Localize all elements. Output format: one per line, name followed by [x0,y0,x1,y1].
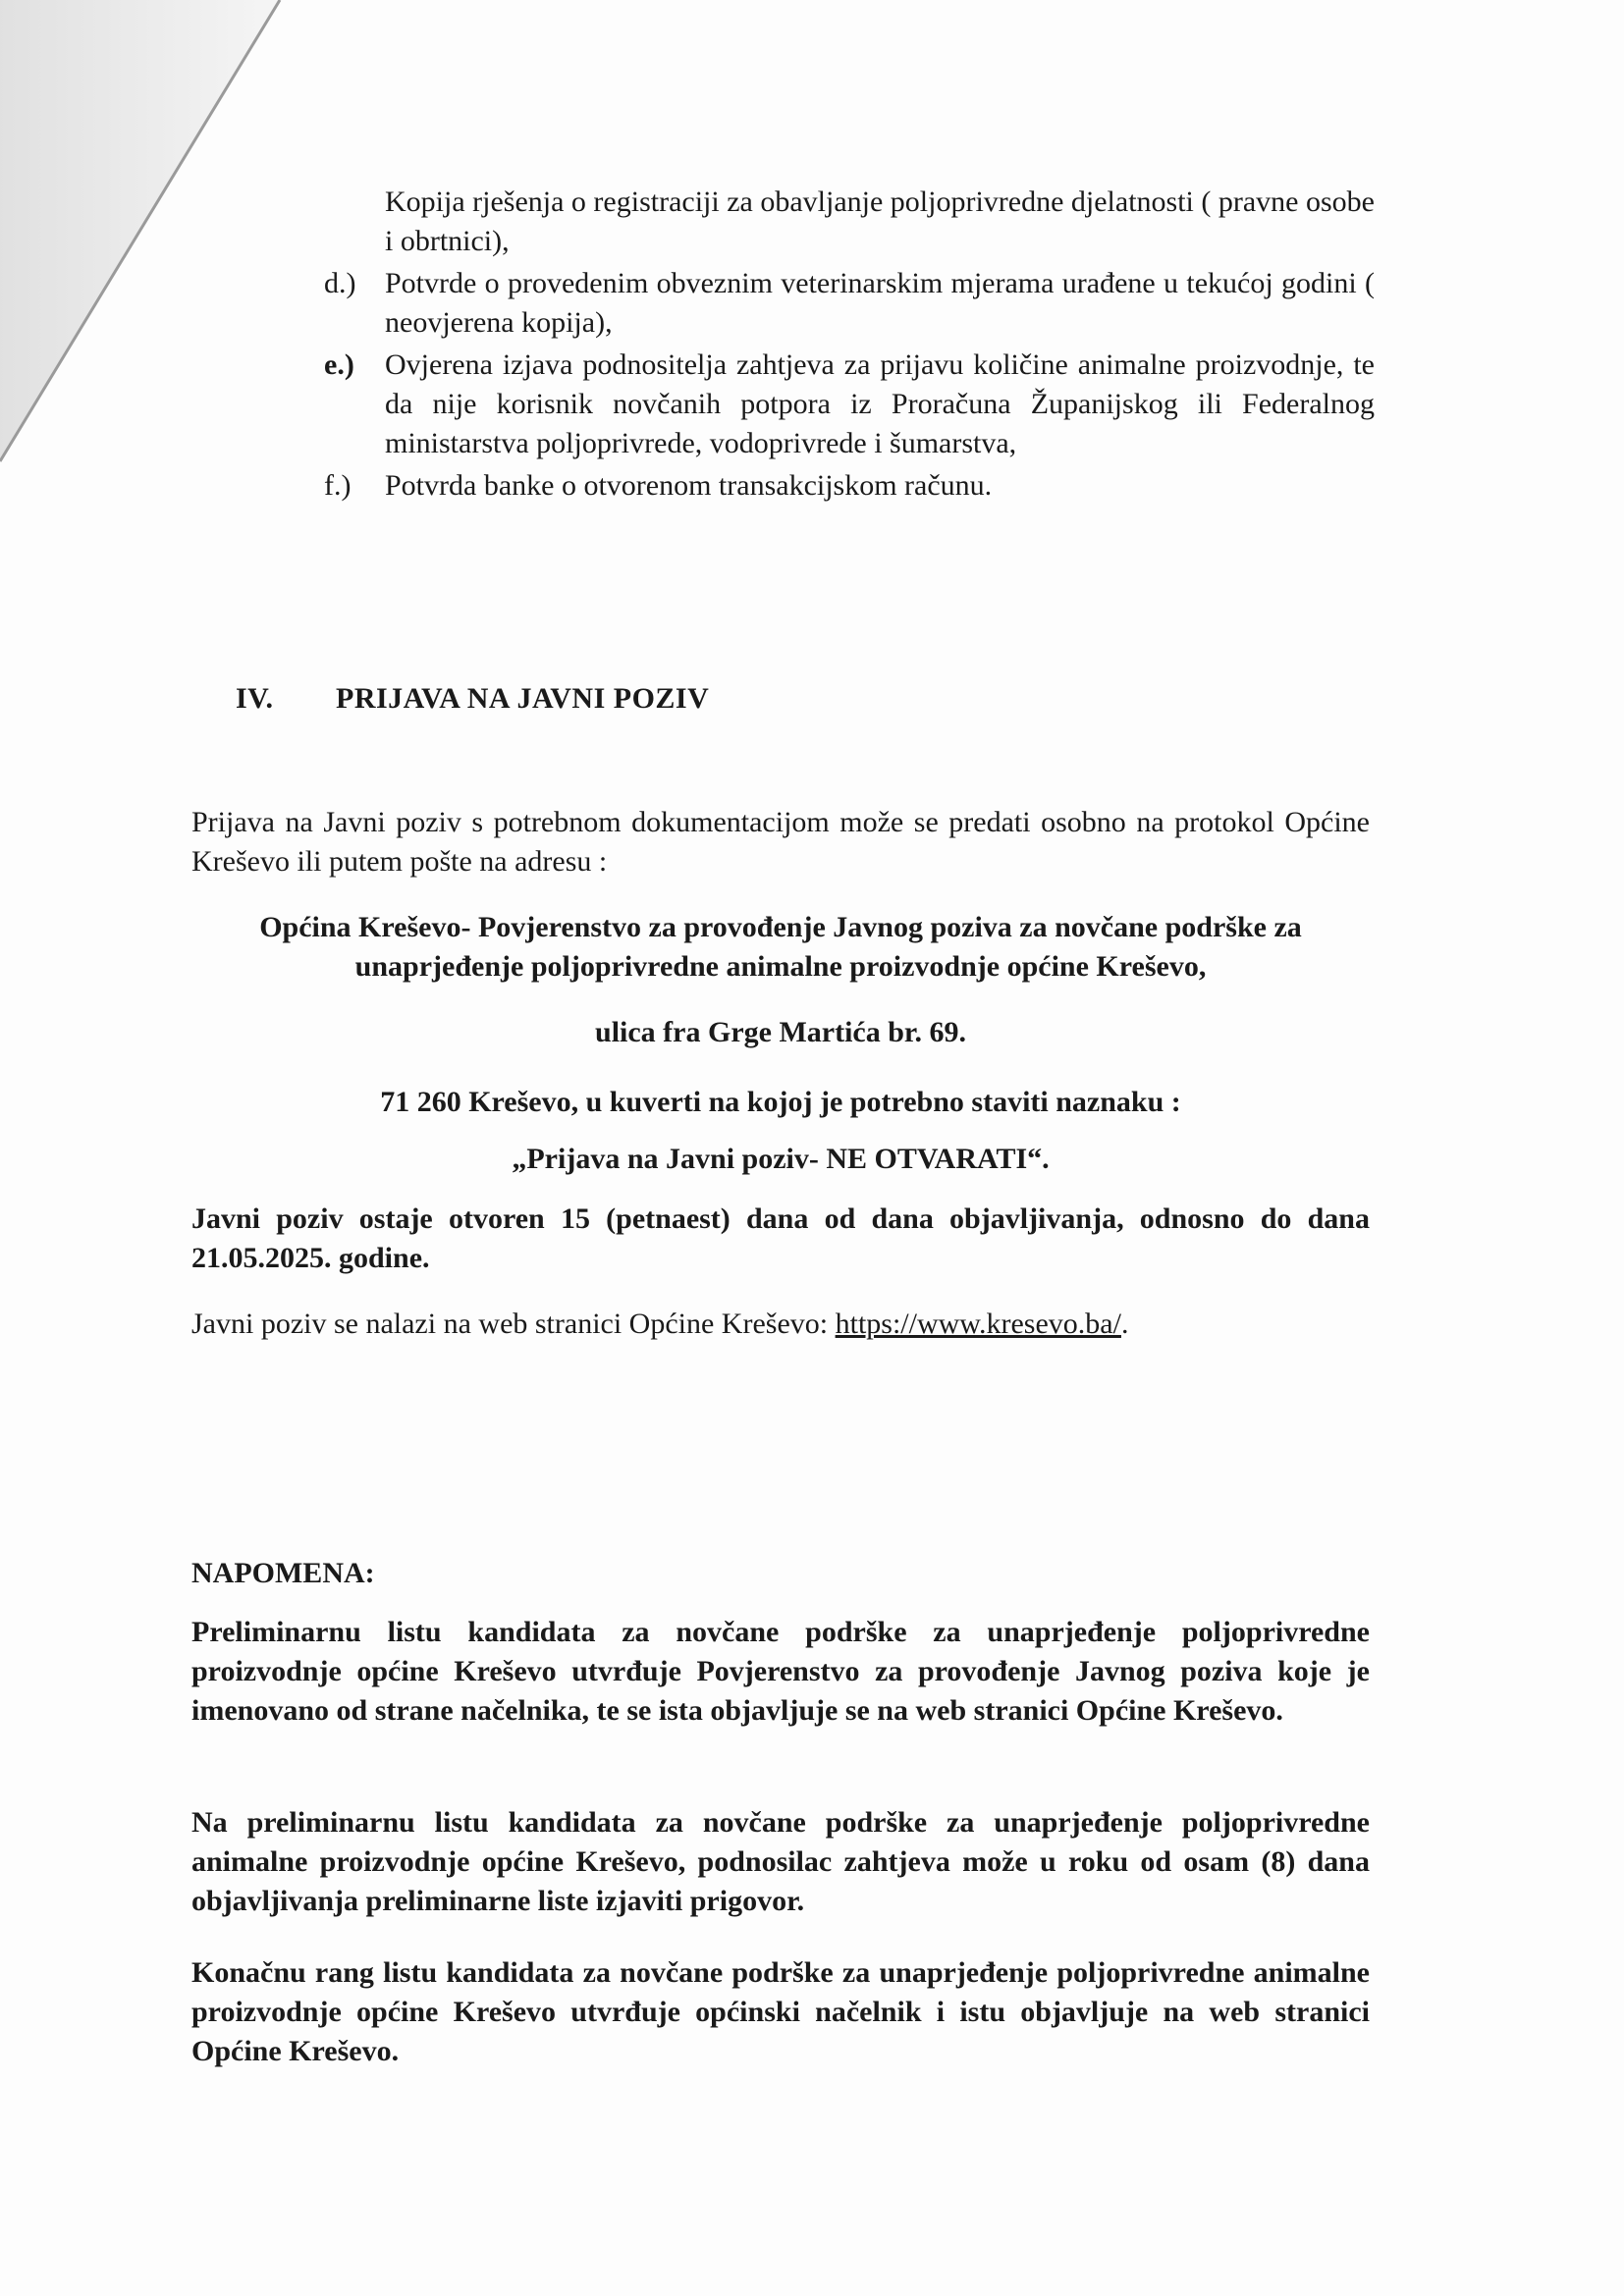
list-item [324,264,1375,343]
address-line-2: ulica fra Grge Martića br. 69. [595,1016,966,1048]
web-paragraph [191,1305,1370,1344]
napomena-paragraph-1: Preliminarnu listu kandidata za novčane podrške za unaprjeđenje poljoprivredne proizvodnje općine Kreševo utvrđuje Povjerenstvo za provođenje Javnog poziva koje je imenovano od strane načelnika, te se ista objavljuje se na web stranici Općine Kreševo. [191,1616,1370,1727]
list-item-text: Potvrde o provedenim obveznim veterinarskim mjerama urađene u tekućoj godini ( neovjerena kopija), [385,267,1375,339]
list-item-mark: f.) [324,469,352,502]
list-item-mark: d.) [324,267,356,299]
deadline-paragraph: Javni poziv ostaje otvoren 15 (petnaest) dana od dana objavljivanja, odnosno do dana 21.05.2025. godine. [191,1202,1370,1274]
list-item-text: Ovjerena izjava podnositelja zahtjeva za prijavu količine animalne proizvodnje, te da nije korisnik novčanih potpora iz Proračuna Županijskog ili Federalnog ministarstva poljoprivrede, vodoprivrede i šumarstva, [385,348,1375,459]
address-line-1: Općina Kreševo- Povjerenstvo za provođenje Javnog poziva za novčane podrške za unaprjeđenje poljoprivredne animalne proizvodnje općine Kreševo, [259,911,1302,983]
section-number: IV. [236,682,274,715]
address-line-4: „Prijava na Javni poziv- NE OTVARATI“. [512,1143,1050,1175]
list-item-text: Kopija rješenja o registraciji za obavljanje poljoprivredne djelatnosti ( pravne osobe i obrtnici), [385,186,1375,257]
section-title: PRIJAVA NA JAVNI POZIV [336,682,710,715]
intro-paragraph: Prijava na Javni poziv s potrebnom dokumentacijom može se predati osobno na protokol Općine Kreševo ili putem pošte na adresu : [191,806,1370,878]
list-item-mark: e.) [324,348,354,381]
list-item [324,183,1375,261]
website-link[interactable]: https://www.kresevo.ba/ [835,1308,1121,1340]
section-heading [236,682,709,716]
list-item [324,346,1375,463]
web-suffix: . [1120,1308,1129,1340]
napomena-title: NAPOMENA: [191,1557,375,1589]
scan-corner-shadow [0,0,295,471]
address-line-3: 71 260 Kreševo, u kuverti na kojoj je potrebno staviti naznaku : [380,1086,1181,1118]
web-prefix: Javni poziv se nalazi na web stranici Općine Kreševo: [191,1308,836,1340]
napomena-paragraph-2: Na preliminarnu listu kandidata za novčane podrške za unaprjeđenje poljoprivredne animalne proizvodnje općine Kreševo, podnosilac zahtjeva može u roku od osam (8) dana objavljivanja preliminarne liste izjaviti prigovor. [191,1806,1370,1917]
list-item [324,466,1375,506]
list-item-text: Potvrda banke o otvorenom transakcijskom računu. [385,469,993,502]
requirements-list [324,183,1375,508]
napomena-paragraph-3: Konačnu rang listu kandidata za novčane podrške za unaprjeđenje poljoprivredne animalne proizvodnje općine Kreševo utvrđuje općinski načelnik i istu objavljuje na web stranici Općine Kreševo. [191,1956,1370,2067]
